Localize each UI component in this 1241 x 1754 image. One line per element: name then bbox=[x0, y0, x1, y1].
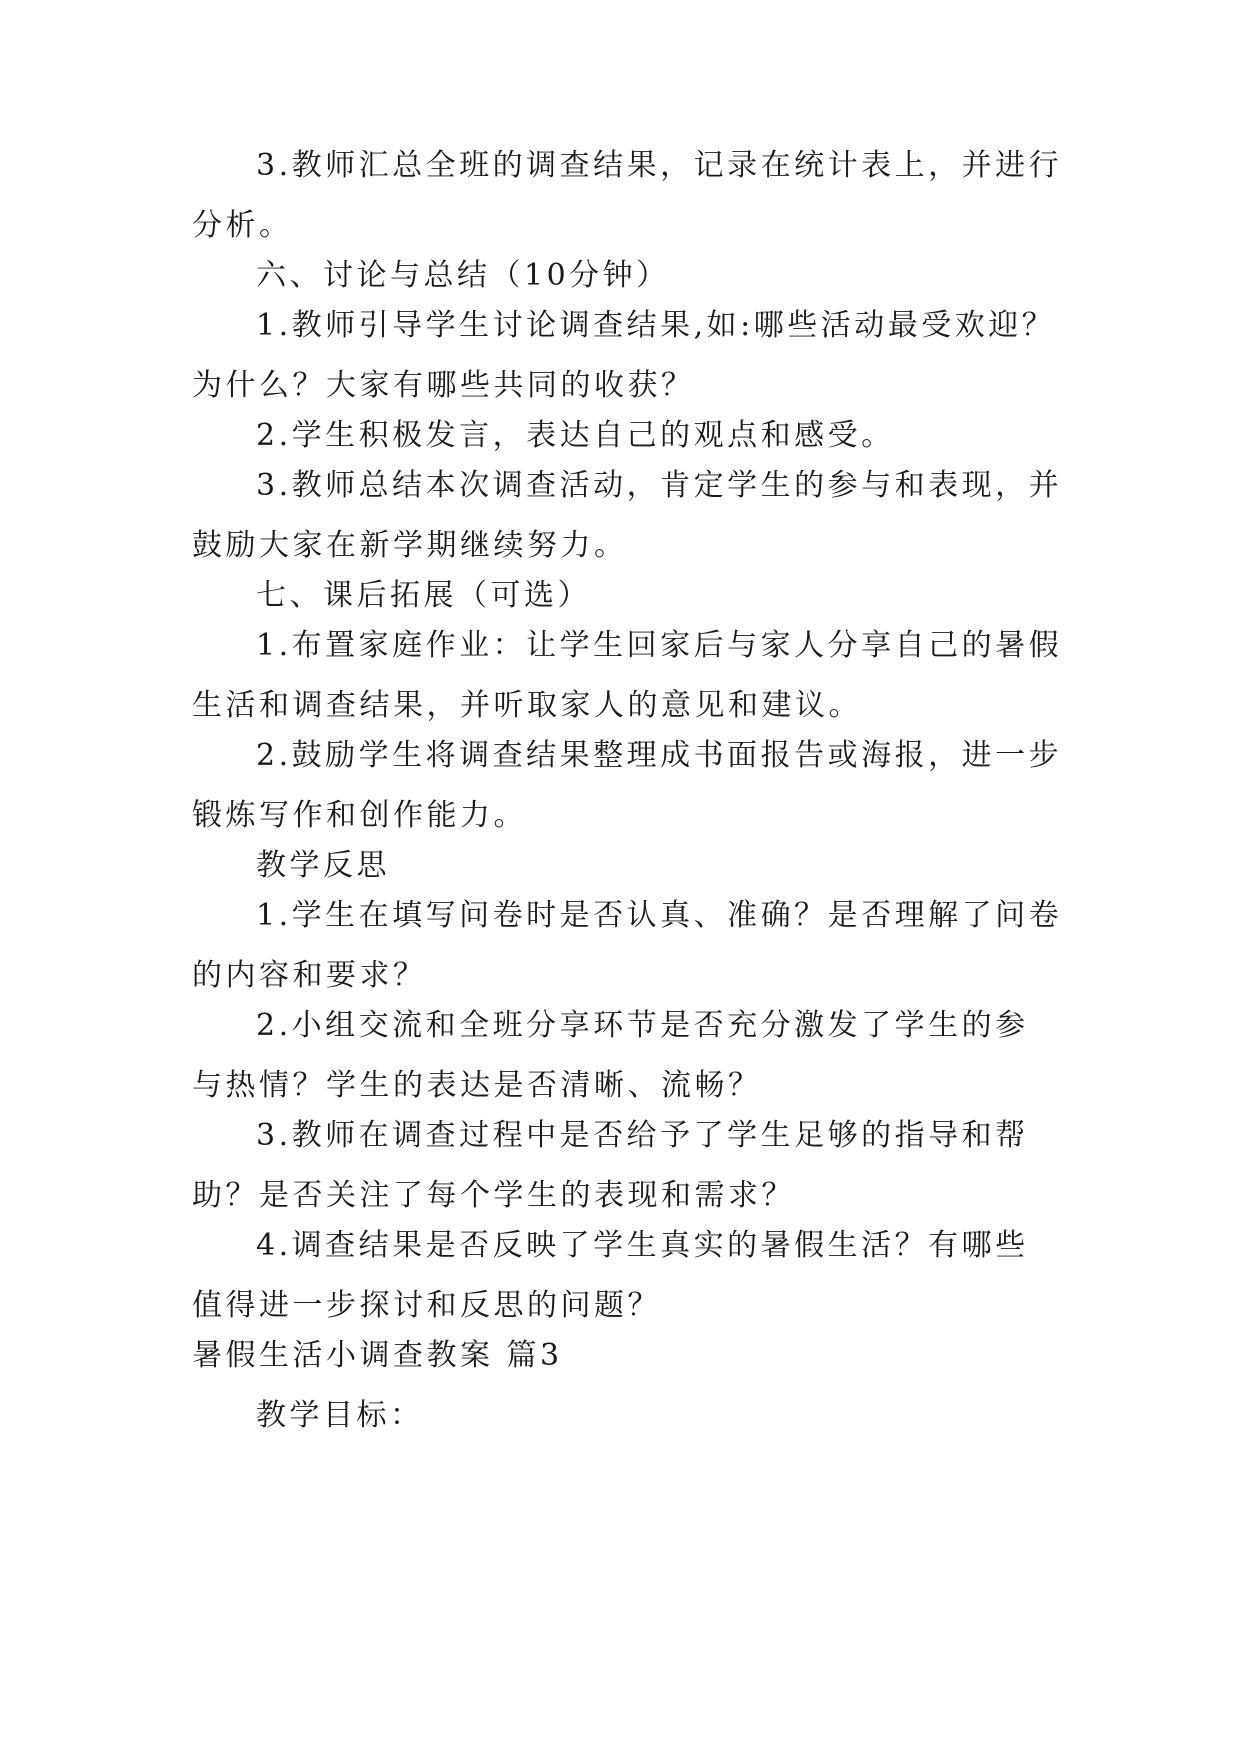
text-line: 六、讨论与总结（10分钟） bbox=[256, 258, 670, 293]
text-line: 分析。 bbox=[192, 208, 293, 243]
paragraph-reflection-1 bbox=[192, 886, 1063, 1006]
text-line: 鼓励大家在新学期继续努力。 bbox=[192, 528, 628, 563]
text-line: 3.教师在调查过程中是否给予了学生足够的指导和帮 bbox=[256, 1118, 1029, 1153]
text-line: 2.小组交流和全班分享环节是否充分激发了学生的参 bbox=[256, 1008, 1029, 1043]
text-line: 的内容和要求？ bbox=[192, 958, 427, 993]
text-line: 为什么？大家有哪些共同的收获？ bbox=[192, 368, 695, 403]
text-line: 值得进一步探讨和反思的问题？ bbox=[192, 1288, 661, 1323]
paragraph-discussion-1 bbox=[192, 296, 1056, 416]
text-line: 2.鼓励学生将调查结果整理成书面报告或海报，进一步 bbox=[256, 738, 1063, 773]
text-line: 1.教师引导学生讨论调查结果,如:哪些活动最受欢迎？ bbox=[256, 308, 1056, 343]
text-line: 3.教师汇总全班的调查结果，记录在统计表上，并进行 bbox=[256, 148, 1063, 183]
text-line: 2.学生积极发言，表达自己的观点和感受。 bbox=[256, 418, 895, 453]
text-line: 教学反思 bbox=[256, 848, 390, 883]
text-line: 教学目标： bbox=[256, 1398, 424, 1433]
paragraph-reflection-3 bbox=[192, 1106, 1052, 1226]
text-line: 4.调查结果是否反映了学生真实的暑假生活？有哪些 bbox=[256, 1228, 1029, 1263]
section-heading-objectives bbox=[192, 1386, 1052, 1446]
text-line: 1.学生在填写问卷时是否认真、准确？是否理解了问卷 bbox=[256, 898, 1063, 933]
text-line: 七、课后拓展（可选） bbox=[256, 578, 591, 613]
text-line: 3.教师总结本次调查活动，肯定学生的参与和表现，并 bbox=[256, 468, 1063, 503]
paragraph-reflection-2 bbox=[192, 996, 1052, 1116]
text-line: 与热情？学生的表达是否清晰、流畅？ bbox=[192, 1068, 762, 1103]
text-line: 助？是否关注了每个学生的表现和需求？ bbox=[192, 1178, 795, 1213]
paragraph-discussion-3 bbox=[192, 456, 1063, 576]
paragraph-summary-results bbox=[192, 136, 1063, 256]
text-line: 生活和调查结果，并听取家人的意见和建议。 bbox=[192, 688, 862, 723]
paragraph-extension-2 bbox=[192, 726, 1063, 846]
lesson-plan-title bbox=[192, 1326, 1052, 1386]
paragraph-extension-1 bbox=[192, 616, 1063, 736]
text-line: 1.布置家庭作业：让学生回家后与家人分享自己的暑假 bbox=[256, 628, 1063, 663]
paragraph-reflection-4 bbox=[192, 1216, 1052, 1336]
text-line: 暑假生活小调查教案 篇3 bbox=[192, 1338, 563, 1373]
text-line: 锻炼写作和创作能力。 bbox=[192, 798, 527, 833]
